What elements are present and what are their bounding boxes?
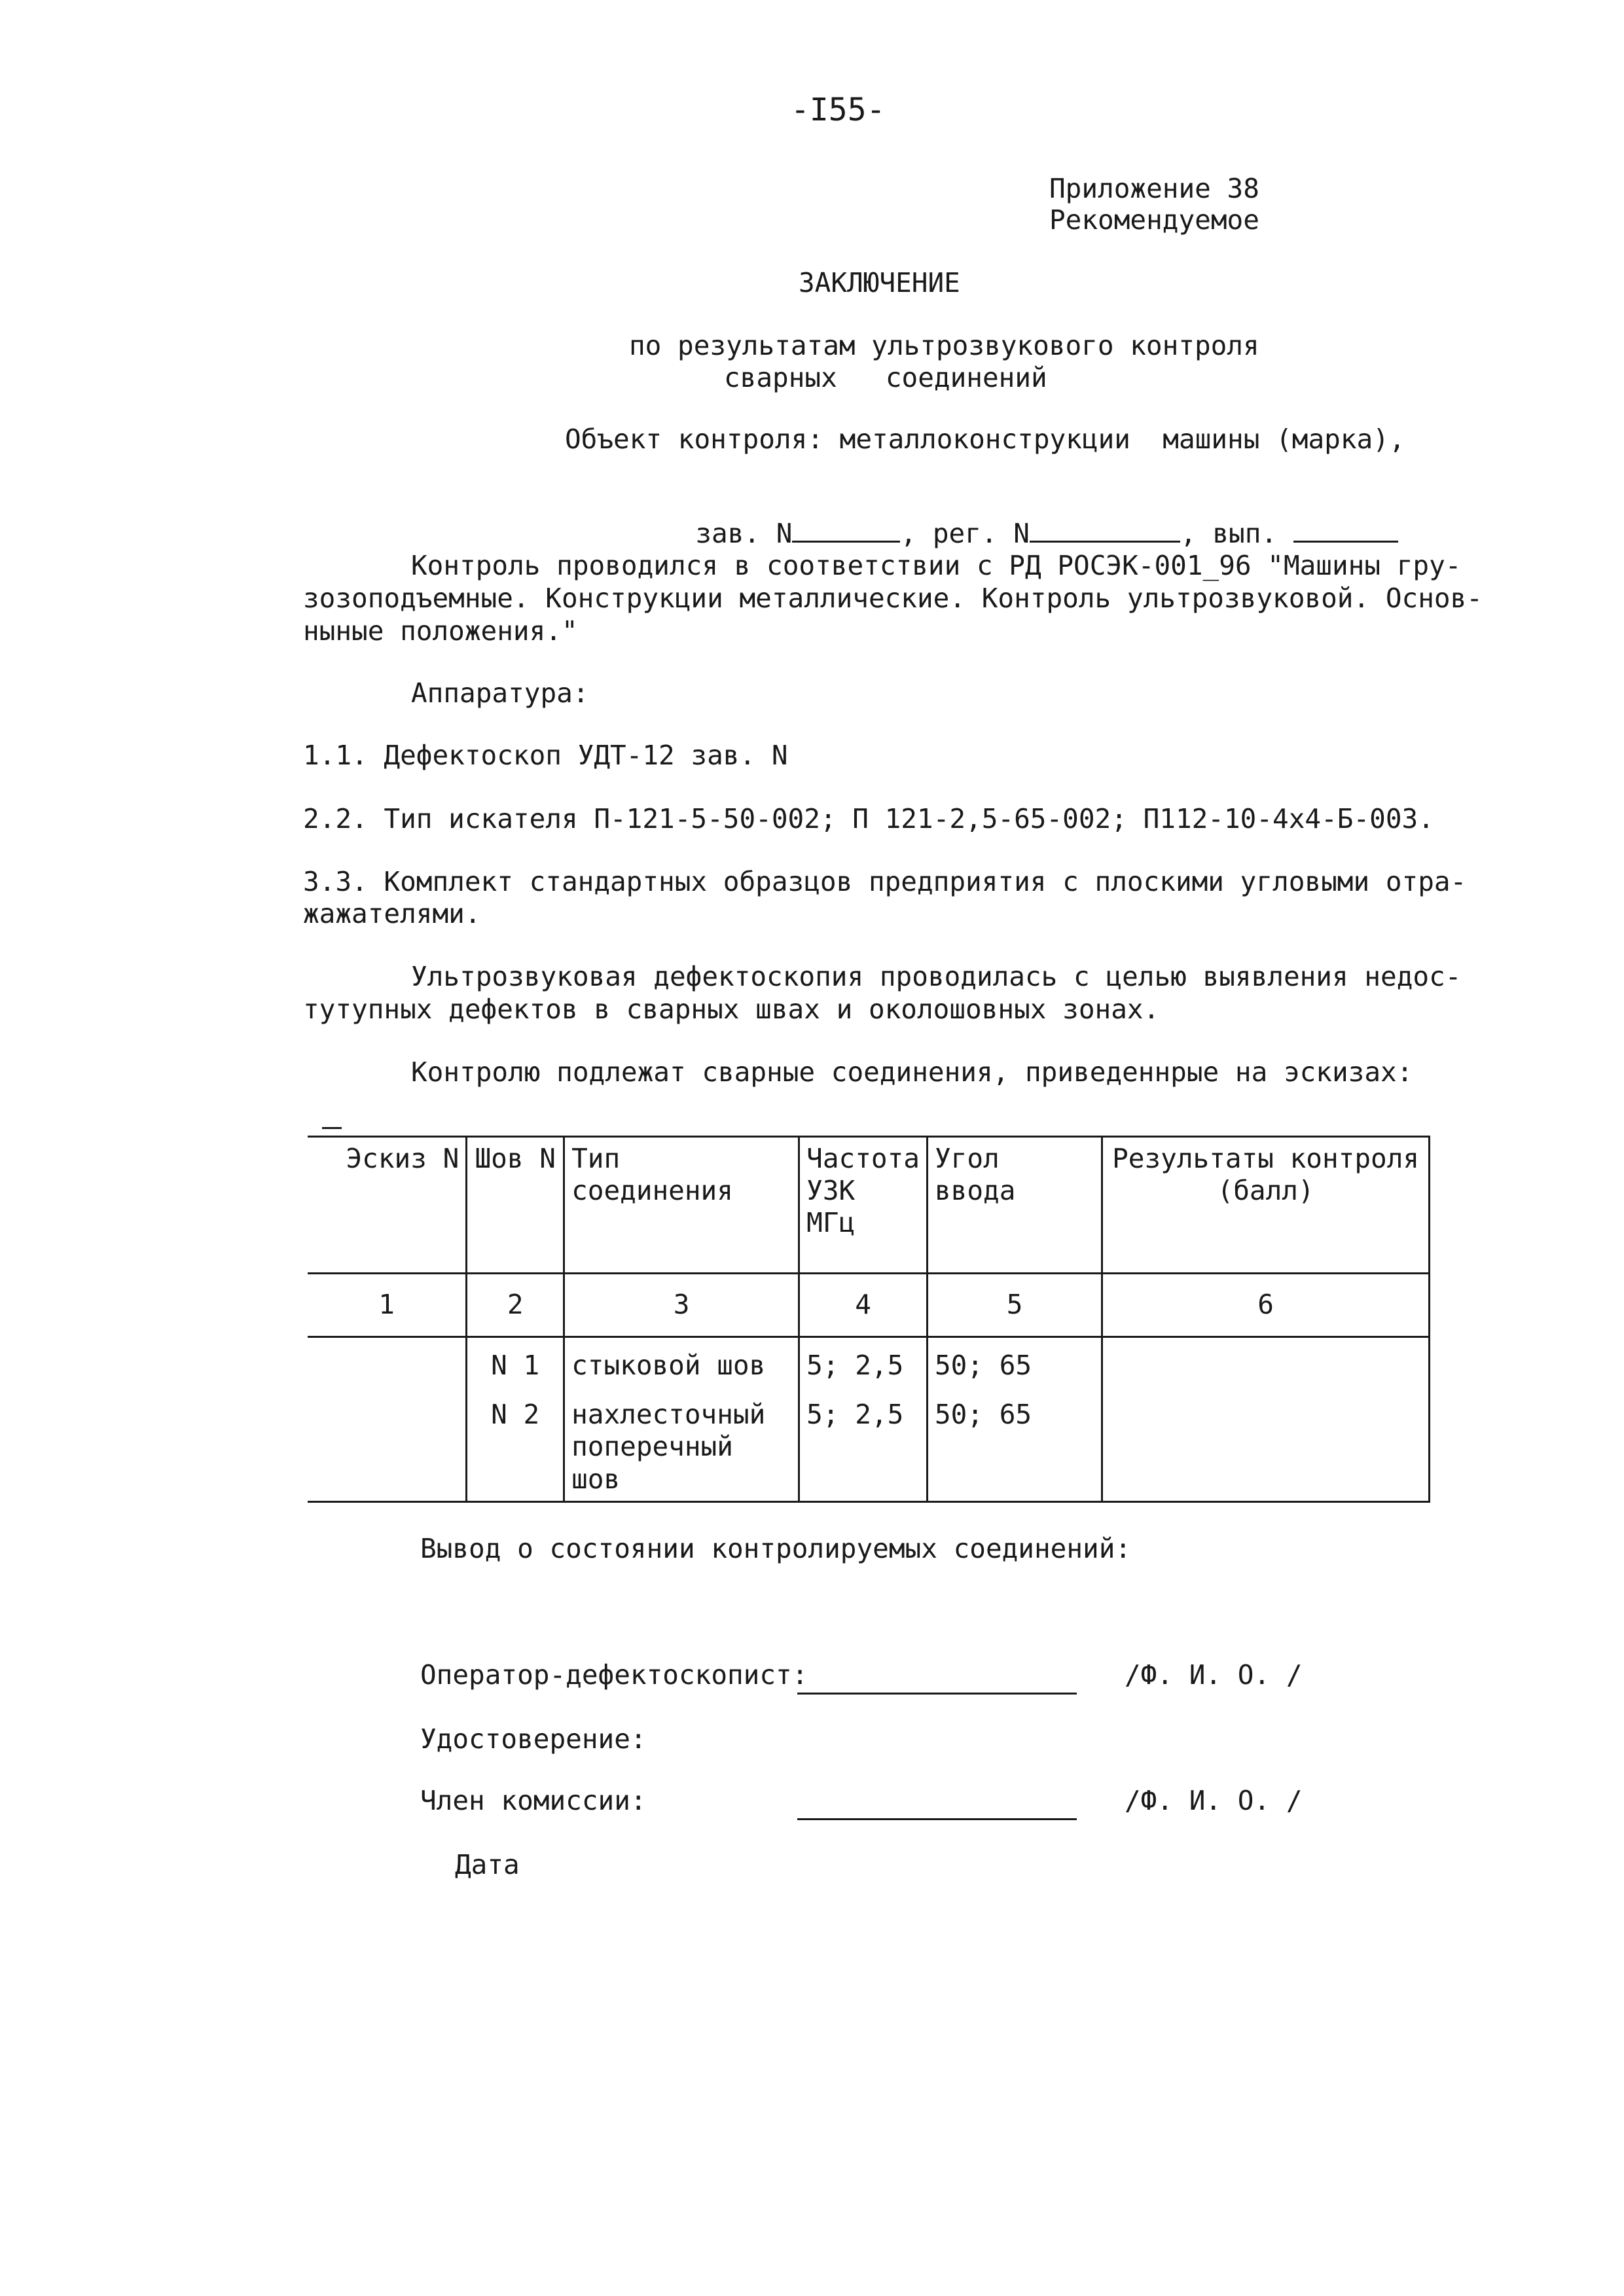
purpose-line1: Ультрозвуковая дефектоскопия проводилась с целью выявления недос- <box>411 961 1462 992</box>
member-signature-blank[interactable] <box>797 1796 1077 1820</box>
intro-line1: Контроль проводился в соответствии с РД РОСЭК-001_96 "Машины гру- <box>411 550 1462 581</box>
column-number: 6 <box>1102 1274 1430 1337</box>
equipment-item: 2.2. Тип искателя П-121-5-50-002; П 121-2,5-65-002; П112-10-4х4-Б-003. <box>303 803 1434 834</box>
cell-result <box>1102 1387 1430 1501</box>
operator-label: Оператор-дефектоскопист: <box>420 1659 808 1691</box>
certificate-label: Удостоверение: <box>420 1723 647 1755</box>
document-title: ЗАКЛЮЧЕНИЕ <box>799 267 960 298</box>
header-sketch: Эскиз N <box>308 1137 467 1274</box>
table-row <box>308 1387 1430 1501</box>
cell-sketch <box>308 1337 467 1388</box>
column-number: 3 <box>564 1274 799 1337</box>
cell-joint-type: нахлесточный поперечный шов <box>564 1387 799 1501</box>
header-joint-type: Тип соединения <box>564 1137 799 1274</box>
table-column-numbers <box>308 1274 1430 1337</box>
equipment-item-continued: жажателями. <box>303 898 481 929</box>
appendix-status: Рекомендуемое <box>1049 204 1259 236</box>
commission-member-label: Член комиссии: <box>420 1785 647 1816</box>
table-mark <box>322 1127 342 1129</box>
vyp-label: , вып. <box>1180 518 1278 550</box>
vyp-blank[interactable] <box>1293 518 1398 543</box>
header-frequency: Частота УЗК МГц <box>799 1137 928 1274</box>
control-object: Объект контроля: металлоконструкции машины (марка), <box>565 423 1405 455</box>
cell-seam: N 2 <box>467 1387 564 1501</box>
operator-fio: /Ф. И. О. / <box>1125 1659 1303 1691</box>
cell-angle: 50; 65 <box>927 1337 1102 1388</box>
operator-signature-blank[interactable] <box>797 1670 1077 1695</box>
zav-label: зав. N <box>695 518 793 550</box>
column-number: 5 <box>927 1274 1102 1337</box>
member-fio: /Ф. И. О. / <box>1125 1785 1303 1816</box>
header-result: Результаты контроля (балл) <box>1102 1137 1430 1274</box>
cell-sketch <box>308 1387 467 1501</box>
equipment-item: 1.1. Дефектоскоп УДТ-12 зав. N <box>303 740 788 771</box>
column-number: 2 <box>467 1274 564 1337</box>
cell-frequency: 5; 2,5 <box>799 1337 928 1388</box>
table-header-row <box>308 1137 1430 1274</box>
document-subtitle-line2: сварных соединений <box>724 362 1047 393</box>
conclusion-label: Вывод о состоянии контролируемых соединений: <box>420 1533 1132 1564</box>
appendix-number: Приложение 38 <box>1049 173 1259 204</box>
page-number: -I55- <box>791 92 886 128</box>
purpose-line2: тутупных дефектов в сварных швах и околошовных зонах. <box>303 994 1160 1025</box>
document-subtitle-line1: по результатам ультрозвукового контроля <box>629 330 1259 361</box>
reg-blank[interactable] <box>1030 518 1180 543</box>
equipment-heading: Аппаратура: <box>411 677 589 709</box>
intro-line3: ныные положения." <box>303 615 578 647</box>
intro-line2: зозоподъемные. Конструкции металлические. Контроль ультрозвуковой. Основ- <box>303 583 1483 614</box>
reg-label: , рег. N <box>900 518 1030 550</box>
date-label: Дата <box>455 1849 520 1880</box>
results-table <box>308 1136 1430 1503</box>
cell-result <box>1102 1337 1430 1388</box>
zav-blank[interactable] <box>792 518 900 543</box>
cell-angle: 50; 65 <box>927 1387 1102 1501</box>
serial-line <box>663 486 1398 550</box>
table-row <box>308 1337 1430 1388</box>
cell-frequency: 5; 2,5 <box>799 1387 928 1501</box>
equipment-item: 3.3. Комплект стандартных образцов предприятия с плоскими угловыми отра- <box>303 866 1467 897</box>
header-seam: Шов N <box>467 1137 564 1274</box>
cell-seam: N 1 <box>467 1337 564 1388</box>
column-number: 4 <box>799 1274 928 1337</box>
table-intro: Контролю подлежат сварные соединения, приведеннрые на эскизах: <box>411 1056 1413 1088</box>
header-angle: Угол ввода <box>927 1137 1102 1274</box>
column-number: 1 <box>308 1274 467 1337</box>
cell-joint-type: стыковой шов <box>564 1337 799 1388</box>
